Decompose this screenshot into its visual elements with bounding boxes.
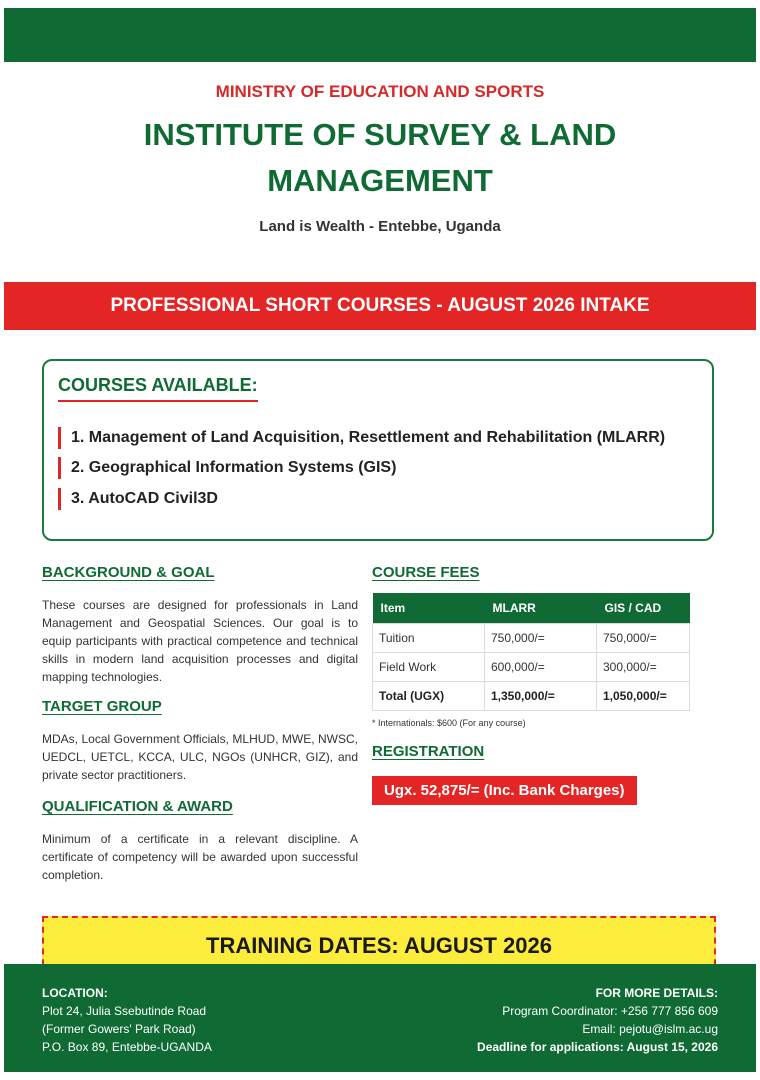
intake-banner: PROFESSIONAL SHORT COURSES - AUGUST 2026 INTAKE xyxy=(4,282,756,330)
location-line: (Former Gowers' Park Road) xyxy=(42,1022,196,1036)
ministry-name: MINISTRY OF EDUCATION AND SPORTS xyxy=(215,82,545,101)
fees-header-row xyxy=(373,593,690,624)
footer-details xyxy=(477,984,718,1056)
table-row xyxy=(373,624,690,653)
registration-title: REGISTRATION xyxy=(372,743,485,760)
fees-cell: 750,000/= xyxy=(597,624,690,653)
fees-cell: 750,000/= xyxy=(485,624,597,653)
courses-box xyxy=(42,359,714,541)
course-label: 2. Geographical Information Systems (GIS) xyxy=(71,459,397,476)
course-marker xyxy=(58,457,61,479)
qualification-title: QUALIFICATION & AWARD xyxy=(42,798,233,815)
application-deadline: Deadline for applications: August 15, 2026 xyxy=(477,1040,718,1054)
institute-title xyxy=(64,112,696,204)
fees-cell: 1,350,000/= xyxy=(485,682,597,711)
location-line: Plot 24, Julia Ssebutinde Road xyxy=(42,1004,207,1018)
institute-title-line1: INSTITUTE OF SURVEY & LAND xyxy=(143,117,617,152)
fees-header-mlarr: MLARR xyxy=(485,593,597,624)
background-title: BACKGROUND & GOAL xyxy=(42,564,215,581)
registration-fee-badge: Ugx. 52,875/= (Inc. Bank Charges) xyxy=(372,776,637,805)
fees-cell: 300,000/= xyxy=(597,653,690,682)
course-item xyxy=(58,457,396,479)
coordinator-phone: Program Coordinator: +256 777 856 609 xyxy=(502,1004,718,1018)
training-dates-banner: TRAINING DATES: AUGUST 2026 xyxy=(42,916,716,976)
table-row xyxy=(373,653,690,682)
fees-table xyxy=(372,593,690,711)
fees-cell: Field Work xyxy=(373,653,485,682)
flyer xyxy=(4,8,756,1072)
course-marker xyxy=(58,427,61,449)
location-line: P.O. Box 89, Entebbe-UGANDA xyxy=(42,1040,212,1054)
fees-header-gis-cad: GIS / CAD xyxy=(597,593,690,624)
course-label: 3. AutoCAD Civil3D xyxy=(71,490,218,507)
details-title: FOR MORE DETAILS: xyxy=(595,986,718,1000)
footer xyxy=(4,964,756,1072)
fees-header-item: Item xyxy=(373,593,485,624)
fees-cell: Tuition xyxy=(373,624,485,653)
motto: Land is Wealth - Entebbe, Uganda xyxy=(259,218,501,235)
course-item xyxy=(58,427,665,449)
qualification-text: Minimum of a certificate in a relevant discipline. A certificate of competency will be awarded upon successful completion. xyxy=(42,832,358,882)
fees-title: COURSE FEES xyxy=(372,564,480,581)
contact-email: Email: pejotu@islm.ac.ug xyxy=(582,1022,718,1036)
target-title: TARGET GROUP xyxy=(42,698,162,715)
fees-cell: Total (UGX) xyxy=(373,682,485,711)
target-text: MDAs, Local Government Officials, MLHUD, MWE, NWSC, UEDCL, UETCL, KCCA, ULC, NGOs (UNHCR, GIZ), and private sector practitioners. xyxy=(42,732,358,782)
location-title: LOCATION: xyxy=(42,986,108,1000)
course-item xyxy=(58,488,218,510)
course-label: 1. Management of Land Acquisition, Resettlement and Rehabilitation (MLARR) xyxy=(71,429,666,446)
institute-title-line2: MANAGEMENT xyxy=(267,163,493,198)
footer-location xyxy=(42,984,212,1056)
table-row-total xyxy=(373,682,690,711)
top-green-bar xyxy=(4,8,756,62)
international-fee-note: * Internationals: $600 (For any course) xyxy=(372,718,526,728)
course-marker xyxy=(58,488,61,510)
fees-cell: 1,050,000/= xyxy=(597,682,690,711)
courses-title: COURSES AVAILABLE: xyxy=(58,375,258,402)
fees-cell: 600,000/= xyxy=(485,653,597,682)
background-text: These courses are designed for professionals in Land Management and Geospatial Sciences. Our goal is to equip participants with practical competence and technical skills in modern land acquisition processes and digital mapping technologies. xyxy=(42,598,358,684)
